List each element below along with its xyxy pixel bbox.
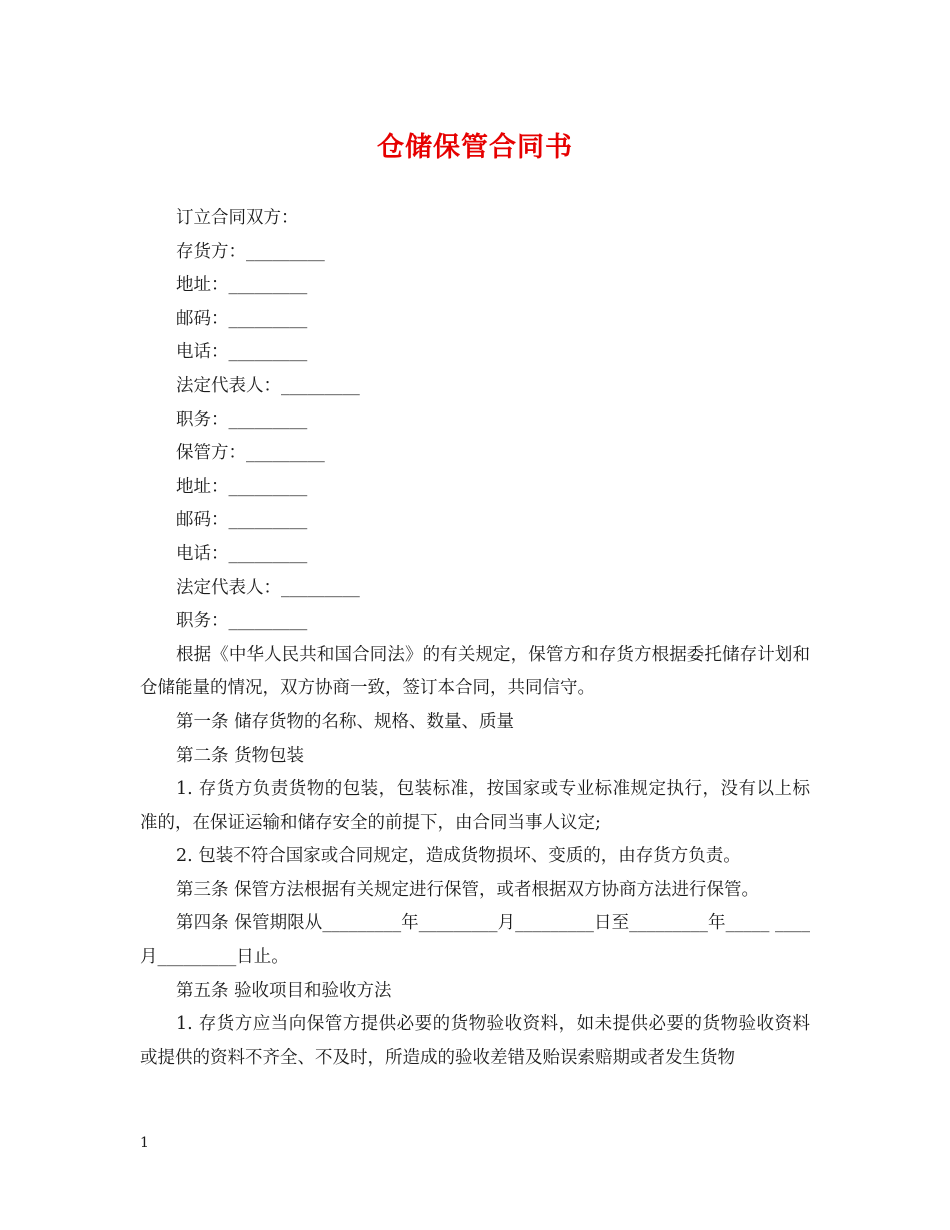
depositor-position-blank: _________ xyxy=(228,409,308,430)
article-2-item-2: 2. 包装不符合国家或合同规定，造成货物损坏、变质的，由存货方负责。 xyxy=(176,846,741,867)
custodian-phone-label: 电话： xyxy=(176,543,229,564)
custodian-position-blank: _________ xyxy=(228,611,308,632)
custodian-phone-line xyxy=(140,538,810,572)
depositor-name-blank: _________ xyxy=(246,241,325,262)
depositor-rep-line xyxy=(140,370,810,404)
article-3-paragraph: 第三条 保管方法根据有关规定进行保管，或者根据双方协商方法进行保管。 xyxy=(176,879,760,900)
custodian-address-label: 地址： xyxy=(176,476,229,497)
custodian-address-line xyxy=(140,471,810,505)
custodian-address-blank: _________ xyxy=(228,476,308,497)
depositor-position-label: 职务： xyxy=(176,409,229,430)
depositor-address-blank: _________ xyxy=(228,275,308,296)
depositor-position-line xyxy=(140,404,810,438)
custodian-rep-line xyxy=(140,572,810,606)
article-1-heading: 第一条 储存货物的名称、规格、数量、质量 xyxy=(176,711,515,732)
page-number: 1 xyxy=(140,1135,149,1151)
custodian-postcode-label: 邮码： xyxy=(176,510,229,531)
custodian-position-label: 职务： xyxy=(176,611,229,632)
depositor-rep-blank: _________ xyxy=(281,375,360,396)
document-body xyxy=(140,202,810,1075)
article-2-item-1: 1. 存货方负责货物的包装，包装标准，按国家或专业标准规定执行，没有以上标准的，在保证运输和储存安全的前提下，由合同当事人议定; xyxy=(140,779,810,833)
depositor-postcode-label: 邮码： xyxy=(176,308,229,329)
depositor-postcode-blank: _________ xyxy=(228,308,308,329)
article-2-heading: 第二条 货物包装 xyxy=(176,745,305,766)
article-5-item-1: 1. 存货方应当向保管方提供必要的货物验收资料，如未提供必要的货物验收资料或提供的资料不齐全、不及时，所造成的验收差错及贻误索赔期或者发生货物 xyxy=(140,1014,810,1068)
parties-intro: 订立合同双方： xyxy=(176,208,299,228)
custodian-position-line xyxy=(140,605,810,639)
depositor-postcode-line xyxy=(140,303,810,337)
depositor-address-label: 地址： xyxy=(176,275,229,296)
custodian-name-blank: _________ xyxy=(246,443,325,464)
custodian-name-label: 保管方： xyxy=(176,443,246,464)
depositor-rep-label: 法定代表人： xyxy=(176,375,281,396)
custodian-rep-label: 法定代表人： xyxy=(176,577,281,598)
article-5-heading: 第五条 验收项目和验收方法 xyxy=(176,980,392,1001)
depositor-address-line xyxy=(140,269,810,303)
preamble-paragraph: 根据《中华人民共和国合同法》的有关规定，保管方和存货方根据委托储存计划和仓储能量的情况，双方协商一致，签订本合同，共同信守。 xyxy=(140,644,810,699)
custodian-postcode-line xyxy=(140,504,810,538)
depositor-name-label: 存货方： xyxy=(176,241,246,262)
depositor-phone-label: 电话： xyxy=(176,342,229,363)
document-title: 仓储保管合同书 xyxy=(377,132,573,163)
depositor-name-line xyxy=(140,236,810,270)
article-4-paragraph: 第四条 保管期限从_________年_________月_________日至_________年_____ ____月_________日止。 xyxy=(140,913,810,968)
custodian-postcode-blank: _________ xyxy=(228,510,308,531)
custodian-name-line xyxy=(140,437,810,471)
depositor-phone-blank: _________ xyxy=(228,342,308,363)
custodian-phone-blank: _________ xyxy=(228,543,308,564)
custodian-rep-blank: _________ xyxy=(281,577,360,598)
depositor-phone-line xyxy=(140,336,810,370)
